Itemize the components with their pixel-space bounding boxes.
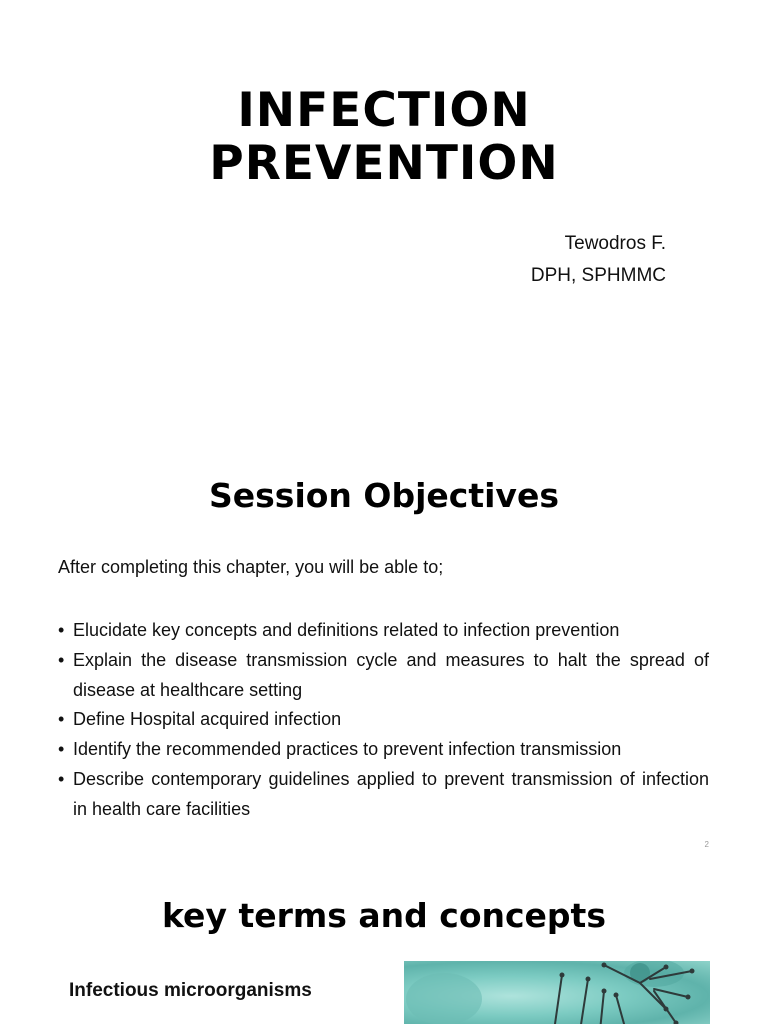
list-item: [58, 646, 709, 706]
list-item: [58, 765, 709, 825]
list-item: [58, 705, 709, 735]
list-item-text: Define Hospital acquired infection: [73, 709, 342, 730]
page-number: 2: [704, 840, 709, 849]
bullet-icon: •: [58, 620, 65, 640]
slide-title: key terms and concepts: [162, 896, 606, 935]
microorganism-illustration-icon: [404, 961, 710, 1024]
objectives-list: [58, 616, 709, 825]
slide-title: Session Objectives: [209, 476, 559, 515]
bullet-icon: •: [58, 709, 65, 730]
bullet-icon: •: [58, 739, 65, 760]
bullet-icon: •: [58, 649, 65, 670]
title-line-2: PREVENTION: [209, 136, 559, 191]
list-item-text: Elucidate key concepts and definitions related to infection prevention: [73, 620, 620, 640]
list-item-text: Describe contemporary guidelines applied to prevent transmission of infection in health care facilities: [73, 768, 709, 819]
list-item-text: Explain the disease transmission cycle and measures to halt the spread of disease at healthcare setting: [73, 649, 709, 700]
key-terms-slide: [0, 860, 768, 1024]
intro-text: After completing this chapter, you will be able to;: [58, 557, 444, 577]
list-item: [58, 735, 709, 765]
bullet-icon: •: [58, 768, 65, 789]
objectives-slide: [0, 440, 768, 860]
term-heading: Infectious microorganisms: [69, 980, 312, 1001]
author-affiliation: DPH, SPHMMC: [530, 265, 666, 286]
list-item: [58, 616, 709, 646]
presentation-title: [0, 84, 768, 190]
title-line-1: INFECTION: [237, 83, 531, 138]
list-item-text: Identify the recommended practices to prevent infection transmission: [73, 739, 622, 760]
author-block: [531, 228, 666, 292]
author-name: Tewodros F.: [564, 233, 666, 254]
title-slide: [0, 0, 768, 440]
